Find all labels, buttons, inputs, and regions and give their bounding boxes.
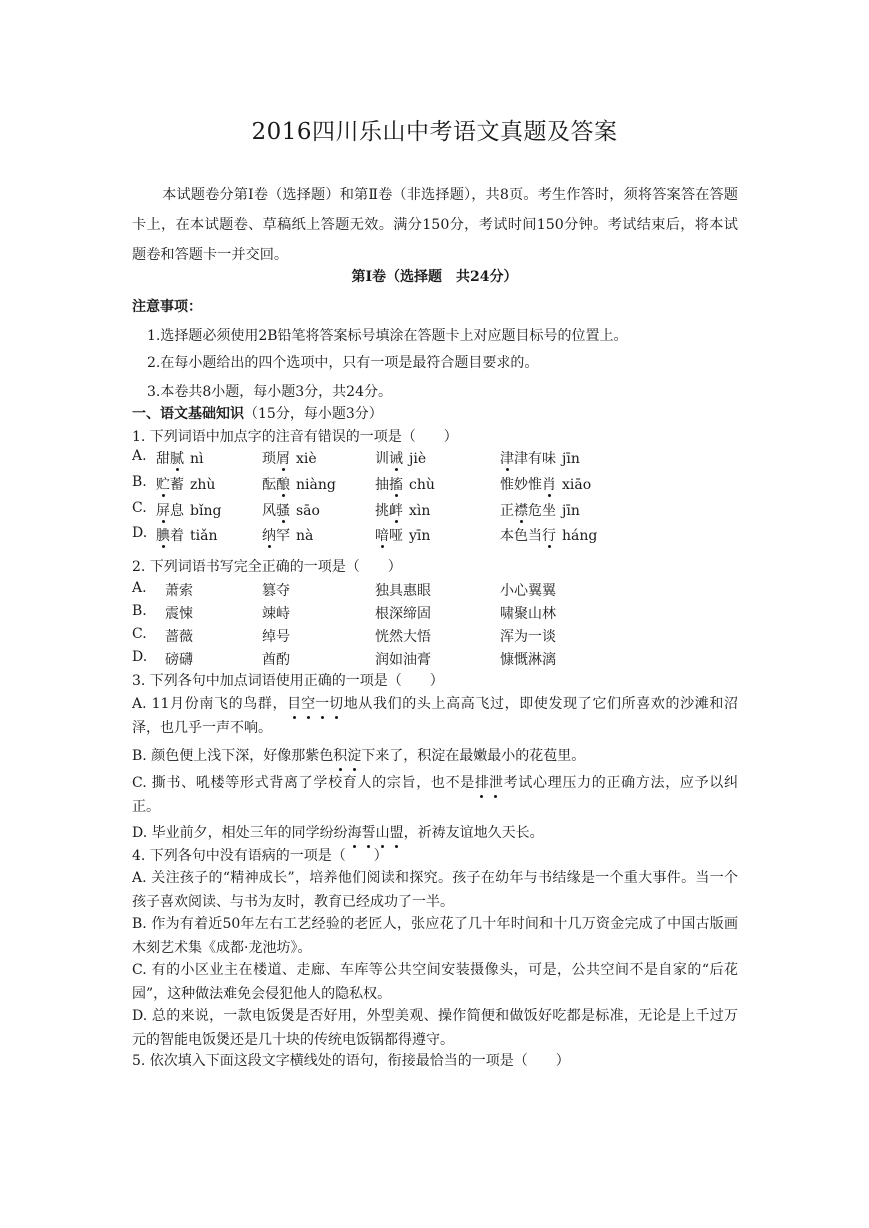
section1-note: （15分，每小题3分） [244, 406, 383, 422]
q1-item [262, 500, 320, 520]
option-label: D. [132, 649, 148, 665]
word-text: 罕 [276, 528, 290, 544]
pinyin: sāo [296, 503, 320, 519]
dotted-char: 诫 [389, 448, 403, 468]
dotted-char: 淀 [347, 744, 361, 768]
word-text: 蓄 [170, 477, 184, 493]
q3-option-b [132, 744, 738, 768]
dotted-char: 屑 [276, 448, 290, 468]
q2-word: 篡夺 [262, 583, 290, 599]
pinyin: xiè [296, 451, 317, 467]
option-text: 地从我们的头上高高飞过，即使发现了它们所喜欢的沙滩和沼泽，也几乎一声不响。 [132, 696, 739, 736]
dotted-char: 切 [329, 692, 343, 716]
q2-word: 浑为一谈 [500, 629, 556, 645]
dotted-char: 行 [542, 525, 556, 545]
dotted-char: 襟 [514, 500, 528, 520]
dotted-word [348, 825, 404, 841]
word-text: 训 [375, 451, 389, 467]
section1-title: 一、语文基础知识 [132, 406, 244, 422]
word-text: 抽 [375, 477, 389, 493]
dotted-word [262, 528, 276, 544]
pinyin: chù [409, 477, 435, 493]
part1-heading: 第Ⅰ卷（选择题 共24分） [351, 269, 518, 285]
word-text: 正 [500, 503, 514, 519]
dotted-word [170, 451, 184, 467]
pinyin: zhù [190, 477, 216, 493]
pinyin: xiāo [562, 477, 592, 493]
option-label: B. [132, 474, 147, 490]
dotted-word [276, 503, 290, 519]
q4-option-d: D. 总的来说，一款电饭煲是否好用，外型美观、操作简便和做饭好吃都是标准，无论是上千过万元的智能电饭煲还是几十块的传统电饭锅都得遵守。 [132, 1008, 738, 1048]
word-text: 息 [170, 503, 184, 519]
pinyin: nà [296, 528, 314, 544]
option-text: B. 颜色便上浅下深，好像那紫色 [132, 748, 334, 764]
dotted-char: 排 [475, 771, 489, 795]
dotted-word [276, 477, 290, 493]
dotted-char: 搐 [389, 474, 403, 494]
q3-option-d [132, 821, 738, 845]
dotted-char: 山 [376, 821, 390, 845]
q2-word: 酋酌 [262, 652, 290, 668]
dotted-word [500, 451, 514, 467]
option-text: 考试心理压力的正确方法，应予以纠正。 [132, 775, 738, 815]
q1-item [262, 474, 336, 494]
option-text: ，祈祷友谊地久天长。 [403, 825, 544, 841]
dotted-word [276, 451, 290, 467]
q1-item [500, 474, 591, 494]
dotted-char: 屏 [156, 500, 170, 520]
option-label: A. [132, 448, 147, 464]
q1-item [262, 448, 317, 468]
q1-stem: 1. 下列词语中加点字的注音有错误的一项是（ ） [132, 429, 458, 445]
dotted-char: 誓 [362, 821, 376, 845]
dotted-word [333, 748, 361, 764]
option-label: D. [132, 525, 148, 541]
dotted-char: 盟 [390, 821, 404, 845]
dotted-word [389, 451, 403, 467]
q1-item [156, 500, 221, 520]
q3-option-c [132, 771, 738, 819]
word-text: 琐 [262, 451, 276, 467]
dotted-word [156, 528, 170, 544]
q5-stem: 5. 依次填入下面这段文字横线处的语句，衔接最恰当的一项是（ ） [132, 1053, 570, 1069]
q4-stem: 4. 下列各句中没有语病的一项是（ ） [132, 848, 388, 864]
q1-item [375, 448, 426, 468]
dotted-char: 泄 [489, 771, 503, 795]
option-text: D. 毕业前夕，相处三年的同学纷纷 [132, 825, 348, 841]
dotted-char: 空 [301, 692, 315, 716]
dotted-char: 衅 [389, 500, 403, 520]
dotted-word [389, 477, 403, 493]
dotted-char: 积 [333, 744, 347, 768]
pinyin: nì [190, 451, 204, 467]
q4-option-a: A. 关注孩子的“精神成长”，培养他们阅读和探究。孩子在幼年与书结缘是一个重大事件。当一个孩子喜欢阅读、与书为友时，教育已经成功了一半。 [132, 870, 738, 910]
q1-item [156, 525, 217, 545]
q2-word: 竦峙 [262, 606, 290, 622]
dotted-word [514, 503, 528, 519]
q1-item [375, 500, 430, 520]
option-label: A. [132, 580, 147, 596]
option-label: C. [132, 626, 147, 642]
q2-stem: 2. 下列词语书写完全正确的一项是（ ） [132, 559, 402, 575]
q1-item [156, 474, 215, 494]
q2-word: 恍然大悟 [375, 629, 431, 645]
q2-word: 根深缔固 [375, 606, 431, 622]
q2-word: 磅礴 [165, 652, 193, 668]
document-title: 2016四川乐山中考语文真题及答案 [251, 119, 618, 145]
q2-word: 润如油膏 [375, 652, 431, 668]
dotted-word [475, 775, 503, 791]
dotted-char: 喑 [375, 525, 389, 545]
pinyin: jīn [562, 451, 580, 467]
pinyin: xìn [409, 503, 431, 519]
q1-item [500, 500, 580, 520]
dotted-char: 一 [315, 692, 329, 716]
dotted-char: 贮 [156, 474, 170, 494]
word-text: 危坐 [528, 503, 556, 519]
q1-item [500, 525, 597, 545]
section1-heading [132, 403, 383, 423]
word-text: 惟妙惟 [500, 477, 542, 493]
intro-text: 本试题卷分第Ⅰ卷（选择题）和第Ⅱ卷（非选择题），共8页。考生作答时，须将答案答在答题卡上，在本试题卷、草稿纸上答题无效。满分150分，考试时间150分钟。考试结束后，将本试题卷和答题卡一并交回。 [132, 187, 738, 263]
option-text: C. 撕书、吼楼等形式背离了学校育人的宗旨，也不是 [132, 775, 475, 791]
q2-word: 震悚 [165, 606, 193, 622]
q1-item [375, 474, 435, 494]
q1-item [500, 448, 580, 468]
pinyin: bǐng [190, 503, 222, 519]
word-text: 津有味 [514, 451, 556, 467]
q2-word: 小心翼翼 [500, 583, 556, 599]
dotted-word [156, 477, 170, 493]
dotted-char: 海 [348, 821, 362, 845]
dotted-word [156, 503, 170, 519]
pinyin: yīn [409, 528, 431, 544]
notice-item: 3.本卷共8小题，每小题3分，共24分。 [147, 384, 392, 400]
notice-heading: 注意事项： [132, 299, 202, 315]
q3-option-a [132, 692, 738, 740]
q2-word: 萧索 [165, 583, 193, 599]
q4-option-c: C. 有的小区业主在楼道、走廊、车库等公共空间安装摄像头，可是，公共空间不是自家的“后花园”，这种做法难免会侵犯他人的隐私权。 [132, 962, 738, 1002]
q1-item [156, 448, 204, 468]
dotted-char: 纳 [262, 525, 276, 545]
word-text: 酝 [262, 477, 276, 493]
intro-paragraph [132, 180, 738, 270]
pinyin: jiè [409, 451, 427, 467]
pinyin: tiǎn [190, 528, 218, 544]
q2-word: 啸聚山林 [500, 606, 556, 622]
q3-stem: 3. 下列各句中加点词语使用正确的一项是（ ） [132, 673, 444, 689]
pinyin: jīn [562, 503, 580, 519]
dotted-char: 腻 [170, 448, 184, 468]
q2-word: 绰号 [262, 629, 290, 645]
option-text: 下来了，积淀在最嫩最小的花苞里。 [361, 748, 586, 764]
notice-item: 2.在每小题给出的四个选项中，只有一项是最符合题目要求的。 [147, 355, 539, 371]
word-text: 挑 [375, 503, 389, 519]
dotted-char: 腆 [156, 525, 170, 545]
word-text: 风 [262, 503, 276, 519]
pinyin: niàng [296, 477, 336, 493]
word-text: 甜 [156, 451, 170, 467]
dotted-word [542, 477, 556, 493]
dotted-char: 目 [287, 692, 301, 716]
dotted-char: 津 [500, 448, 514, 468]
dotted-char: 酿 [276, 474, 290, 494]
dotted-char: 肖 [542, 474, 556, 494]
option-text: A. 11月份南飞的鸟群， [132, 696, 288, 712]
q1-item [262, 525, 313, 545]
dotted-word [287, 696, 343, 712]
dotted-word [389, 503, 403, 519]
dotted-word [375, 528, 389, 544]
pinyin: háng [562, 528, 598, 544]
q2-word: 独具惠眼 [375, 583, 431, 599]
option-label: B. [132, 603, 147, 619]
option-label: C. [132, 500, 147, 516]
notice-item: 1.选择题必须使用2B铅笔将答案标号填涂在答题卡上对应题目标号的位置上。 [147, 328, 628, 344]
word-text: 本色当 [500, 528, 542, 544]
word-text: 哑 [389, 528, 403, 544]
q4-option-b: B. 作为有着近50年左右工艺经验的老匠人，张应花了几十年时间和十几万资金完成了中国古版画木刻艺术集《成都·龙池坊》。 [132, 916, 738, 956]
dotted-char: 骚 [276, 500, 290, 520]
q2-word: 蔷薇 [165, 629, 193, 645]
dotted-word [542, 528, 556, 544]
q1-item [375, 525, 430, 545]
word-text: 着 [170, 528, 184, 544]
q2-word: 慷慨淋漓 [500, 652, 556, 668]
